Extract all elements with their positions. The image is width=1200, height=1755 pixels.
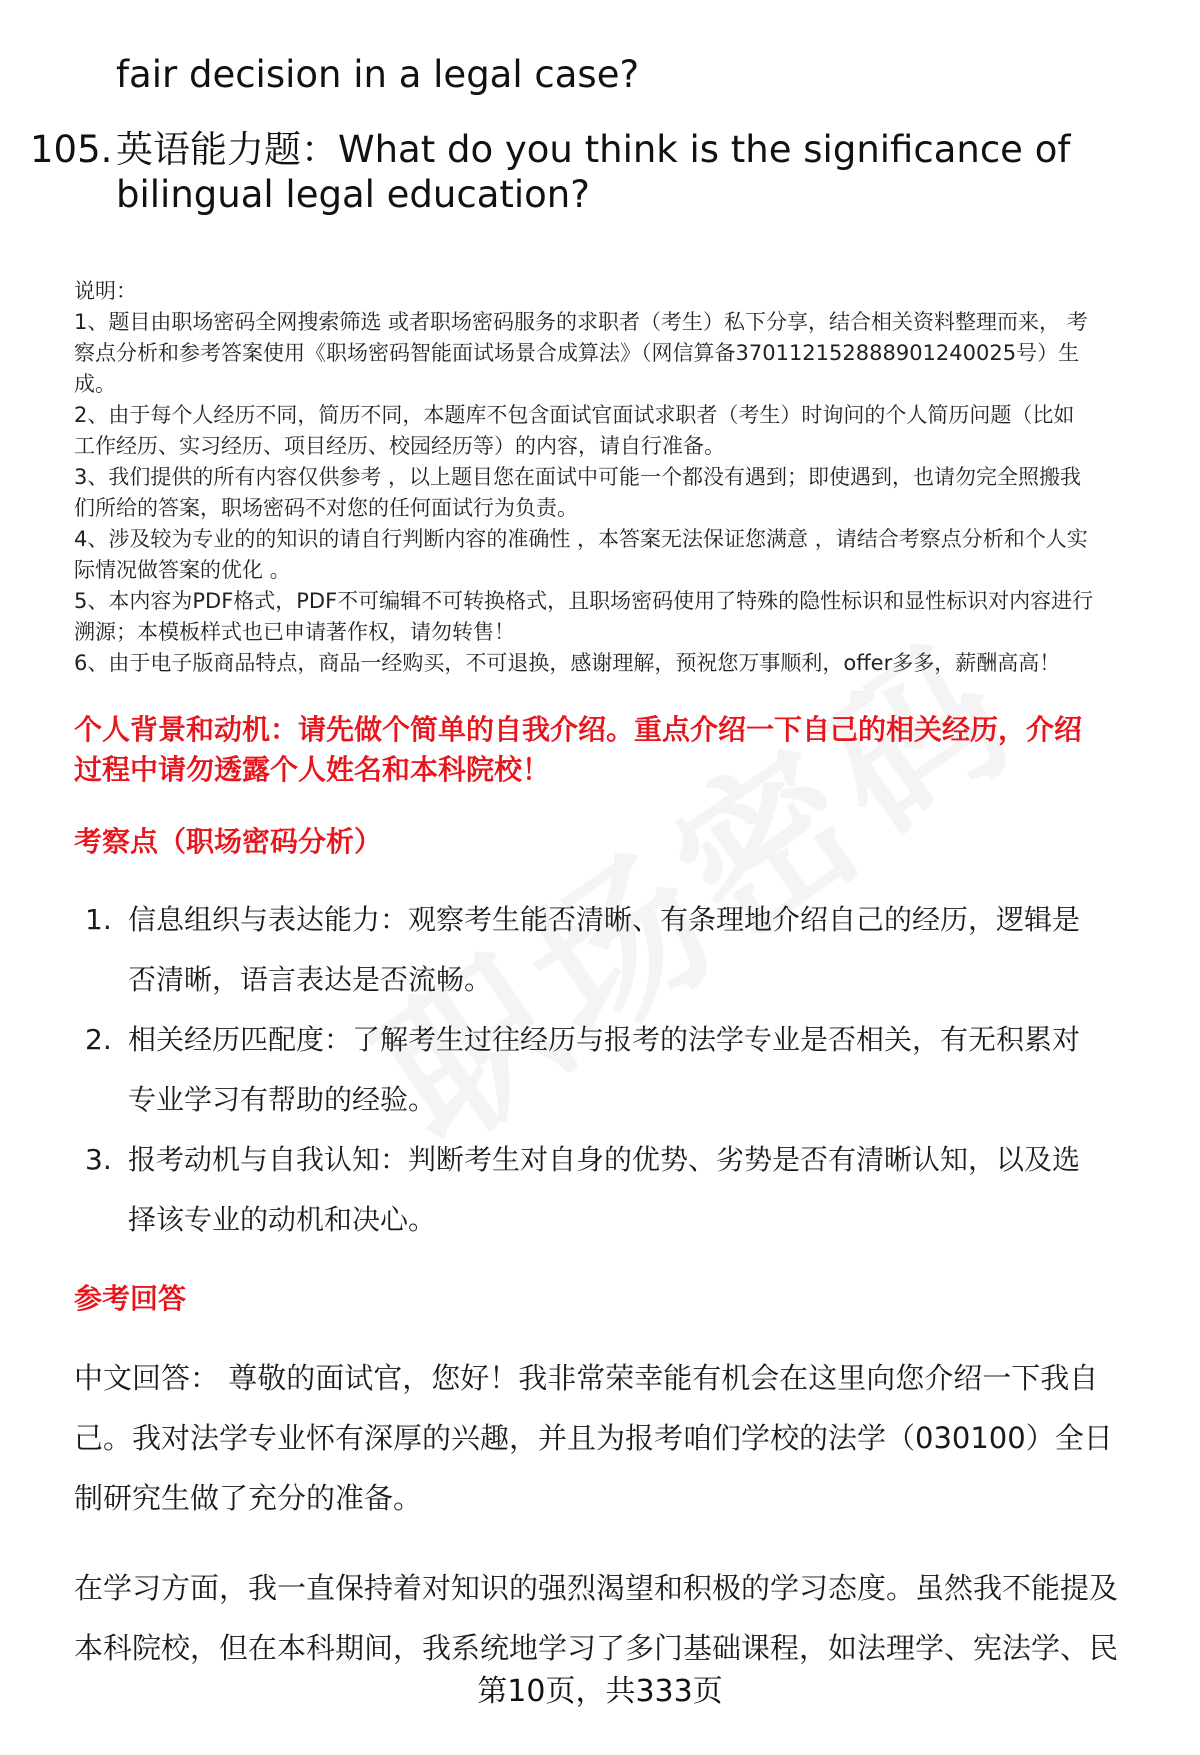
answer-paragraph [74, 1348, 1174, 1528]
notes-line: 5、本内容为PDF格式，PDF不可编辑不可转换格式，且职场密码使用了特殊的隐性标识和显性标识对内容进行 [74, 589, 1094, 613]
section-heading-line1: 个人背景和动机：请先做个简单的自我介绍。重点介绍一下自己的相关经历，介绍 [74, 713, 1083, 746]
notes-line: 1、题目由职场密码全网搜索筛选 或者职场密码服务的求职者（考生）私下分享，结合相关资料整理而来， 考 [74, 310, 1088, 334]
list-item-number: 1. [85, 903, 112, 936]
notes-line: 们所给的答案，职场密码不对您的任何面试行为负责。 [74, 496, 578, 520]
notes-line: 溯源；本模板样式也已申请著作权，请勿转售！ [74, 620, 515, 644]
list-item-text: 信息组织与表达能力：观察考生能否清晰、有条理地介绍自己的经历，逻辑是 [128, 903, 1081, 936]
notes-line: 4、涉及较为专业的的知识的请自行判断内容的准确性 ，本答案无法保证您满意 ，请结合考察点分析和个人实 [74, 527, 1088, 551]
notes-line: 察点分析和参考答案使用《职场密码智能面试场景合成算法》（网信算备370112152888901240025号）生 [74, 341, 1080, 365]
question-continuation: fair decision in a legal case? [116, 53, 640, 96]
answer-line: 本科院校，但在本科期间，我系统地学习了多门基础课程，如法理学、宪法学、民 [74, 1631, 1119, 1665]
list-item [85, 1130, 1165, 1250]
answer-paragraph [74, 1558, 1174, 1678]
answer-heading-text: 参考回答 [74, 1282, 187, 1315]
notes-line: 3、我们提供的所有内容仅供参考 ，以上题目您在面试中可能一个都没有遇到；即使遇到，也请勿完全照搬我 [74, 465, 1082, 489]
list-item-text: 专业学习有帮助的经验。 [128, 1083, 437, 1116]
list-item-text: 择该专业的动机和决心。 [128, 1203, 437, 1236]
list-item [85, 1010, 1165, 1130]
notes-line: 6、由于电子版商品特点，商品一经购买，不可退换，感谢理解，预祝您万事顺利，offer多多，薪酬高高！ [74, 651, 1061, 675]
notes-title: 说明： [74, 279, 137, 303]
section-heading-line2: 过程中请勿透露个人姓名和本科院校！ [74, 753, 551, 786]
answer-line: 中文回答： 尊敬的面试官，您好！我非常荣幸能有机会在这里向您介绍一下我自 [74, 1361, 1099, 1395]
question-number: 105. [30, 128, 113, 171]
question-105-line1: 英语能力题：What do you think is the significance of [116, 128, 1071, 171]
list-item-number: 3. [85, 1143, 112, 1176]
answer-heading [74, 1279, 1174, 1319]
section-heading [74, 710, 1174, 790]
notes-line: 2、由于每个人经历不同，简历不同，本题库不包含面试官面试求职者（考生）时询问的个人简历问题（比如 [74, 403, 1075, 427]
notes-line: 成。 [74, 372, 116, 396]
answer-line: 在学习方面，我一直保持着对知识的强烈渴望和积极的学习态度。虽然我不能提及 [74, 1571, 1119, 1605]
list-item [85, 890, 1165, 1010]
question-105-line2: bilingual legal education? [116, 173, 590, 216]
analysis-heading-text: 考察点（职场密码分析） [74, 825, 383, 858]
notes-line: 际情况做答案的优化 。 [74, 558, 291, 582]
answer-line: 己。我对法学专业怀有深厚的兴趣，并且为报考咱们学校的法学（030100）全日 [74, 1421, 1113, 1455]
notes-line: 工作经历、实习经历、项目经历、校园经历等）的内容，请自行准备。 [74, 434, 725, 458]
list-item-text: 报考动机与自我认知：判断考生对自身的优势、劣势是否有清晰认知，以及选 [128, 1143, 1081, 1176]
list-item-text: 相关经历匹配度：了解考生过往经历与报考的法学专业是否相关，有无积累对 [128, 1023, 1081, 1056]
list-item-number: 2. [85, 1023, 112, 1056]
page-number: 第10页，共333页 [477, 1674, 723, 1709]
analysis-heading [74, 822, 1174, 862]
answer-line: 制研究生做了充分的准备。 [74, 1481, 423, 1515]
list-item-text: 否清晰，语言表达是否流畅。 [128, 963, 493, 996]
notes-block [74, 276, 1164, 679]
